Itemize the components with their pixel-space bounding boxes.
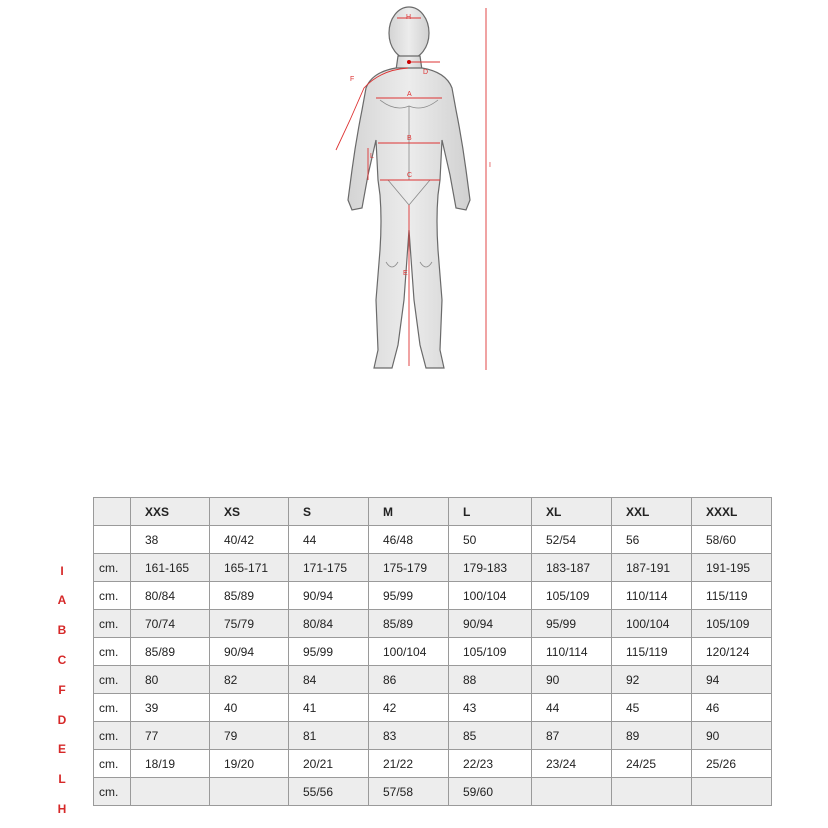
value-cell: 92 [612, 666, 692, 694]
value-cell: 165-171 [210, 554, 289, 582]
measure-row-a [94, 582, 772, 610]
value-cell: 100/104 [369, 638, 449, 666]
size-header-cell: XXS [131, 498, 210, 526]
measure-row-c [94, 638, 772, 666]
value-cell: 183-187 [532, 554, 612, 582]
eu-size-cell: 52/54 [532, 526, 612, 554]
label-i: I [489, 162, 491, 169]
row-letter-column [0, 0, 90, 828]
label-b: B [407, 135, 412, 142]
value-cell: 94 [692, 666, 772, 694]
value-cell: 171-175 [289, 554, 369, 582]
value-cell: 25/26 [692, 750, 772, 778]
value-cell: 175-179 [369, 554, 449, 582]
value-cell: 105/109 [449, 638, 532, 666]
value-cell: 20/21 [289, 750, 369, 778]
value-cell: 43 [449, 694, 532, 722]
value-cell: 79 [210, 722, 289, 750]
value-cell: 80 [131, 666, 210, 694]
measure-row-b [94, 610, 772, 638]
value-cell: 187-191 [612, 554, 692, 582]
unit-cell: cm. [94, 554, 131, 582]
value-cell: 90 [692, 722, 772, 750]
value-cell: 80/84 [131, 582, 210, 610]
value-cell: 81 [289, 722, 369, 750]
value-cell [612, 778, 692, 806]
value-cell: 44 [532, 694, 612, 722]
value-cell: 85 [449, 722, 532, 750]
unit-cell: cm. [94, 666, 131, 694]
value-cell: 88 [449, 666, 532, 694]
size-chart-table [93, 497, 772, 806]
value-cell: 120/124 [692, 638, 772, 666]
value-cell: 161-165 [131, 554, 210, 582]
value-cell [210, 778, 289, 806]
row-letter-a: A [57, 593, 67, 608]
value-cell: 90/94 [289, 582, 369, 610]
value-cell: 42 [369, 694, 449, 722]
value-cell: 115/119 [612, 638, 692, 666]
value-cell: 110/114 [612, 582, 692, 610]
value-cell: 85/89 [210, 582, 289, 610]
value-cell: 22/23 [449, 750, 532, 778]
value-cell: 59/60 [449, 778, 532, 806]
value-cell: 85/89 [369, 610, 449, 638]
value-cell: 57/58 [369, 778, 449, 806]
row-letter-e: E [57, 742, 66, 757]
label-e: E [403, 270, 408, 277]
eu-size-cell: 40/42 [210, 526, 289, 554]
value-cell: 45 [612, 694, 692, 722]
value-cell: 90/94 [449, 610, 532, 638]
size-header-cell: L [449, 498, 532, 526]
value-cell: 89 [612, 722, 692, 750]
unit-cell: cm. [94, 778, 131, 806]
value-cell: 100/104 [449, 582, 532, 610]
measure-row-i [94, 554, 772, 582]
row-letter-b: B [57, 623, 67, 638]
value-cell: 105/109 [692, 610, 772, 638]
label-d: D [423, 69, 429, 76]
label-h: H [406, 14, 412, 21]
value-cell: 179-183 [449, 554, 532, 582]
value-cell: 46 [692, 694, 772, 722]
value-cell: 95/99 [369, 582, 449, 610]
label-l: L [370, 153, 374, 160]
value-cell [532, 778, 612, 806]
value-cell: 75/79 [210, 610, 289, 638]
value-cell: 95/99 [289, 638, 369, 666]
value-cell: 100/104 [612, 610, 692, 638]
eu-size-cell: 44 [289, 526, 369, 554]
value-cell: 80/84 [289, 610, 369, 638]
value-cell: 41 [289, 694, 369, 722]
size-header-cell: XL [532, 498, 612, 526]
label-a: A [407, 91, 412, 98]
value-cell: 82 [210, 666, 289, 694]
unit-cell: cm. [94, 610, 131, 638]
value-cell: 84 [289, 666, 369, 694]
measure-row-l [94, 750, 772, 778]
measure-row-d [94, 694, 772, 722]
value-cell: 77 [131, 722, 210, 750]
value-cell: 23/24 [532, 750, 612, 778]
unit-cell: cm. [94, 722, 131, 750]
eu-size-cell: 58/60 [692, 526, 772, 554]
measure-row-e [94, 722, 772, 750]
eu-size-cell: 50 [449, 526, 532, 554]
eu-size-cell: 46/48 [369, 526, 449, 554]
value-cell: 105/109 [532, 582, 612, 610]
value-cell: 55/56 [289, 778, 369, 806]
unit-cell [94, 526, 131, 554]
value-cell: 39 [131, 694, 210, 722]
corner-cell [94, 498, 131, 526]
size-header-cell: XXXL [692, 498, 772, 526]
row-letter-l: L [58, 772, 66, 787]
value-cell: 90 [532, 666, 612, 694]
value-cell [692, 778, 772, 806]
value-cell: 19/20 [210, 750, 289, 778]
size-header-row [94, 498, 772, 526]
value-cell: 115/119 [692, 582, 772, 610]
size-header-cell: XXL [612, 498, 692, 526]
row-letter-h: H [57, 802, 67, 816]
label-c: C [407, 172, 413, 179]
value-cell: 110/114 [532, 638, 612, 666]
measure-row-f [94, 666, 772, 694]
eu-size-row [94, 526, 772, 554]
value-cell: 87 [532, 722, 612, 750]
value-cell: 40 [210, 694, 289, 722]
row-letter-c: C [57, 653, 67, 667]
row-letter-i: I [60, 563, 64, 578]
value-cell: 191-195 [692, 554, 772, 582]
unit-cell: cm. [94, 638, 131, 666]
size-header-cell: S [289, 498, 369, 526]
value-cell: 85/89 [131, 638, 210, 666]
value-cell [131, 778, 210, 806]
unit-cell: cm. [94, 694, 131, 722]
row-letter-f: F [58, 682, 66, 697]
eu-size-cell: 56 [612, 526, 692, 554]
label-f: F [350, 76, 355, 83]
value-cell: 24/25 [612, 750, 692, 778]
value-cell: 18/19 [131, 750, 210, 778]
value-cell: 95/99 [532, 610, 612, 638]
value-cell: 86 [369, 666, 449, 694]
measure-row-h [94, 778, 772, 806]
size-header-cell: XS [210, 498, 289, 526]
value-cell: 70/74 [131, 610, 210, 638]
unit-cell: cm. [94, 750, 131, 778]
value-cell: 90/94 [210, 638, 289, 666]
value-cell: 21/22 [369, 750, 449, 778]
unit-cell: cm. [94, 582, 131, 610]
row-letter-d: D [57, 712, 67, 727]
eu-size-cell: 38 [131, 526, 210, 554]
value-cell: 83 [369, 722, 449, 750]
size-header-cell: M [369, 498, 449, 526]
